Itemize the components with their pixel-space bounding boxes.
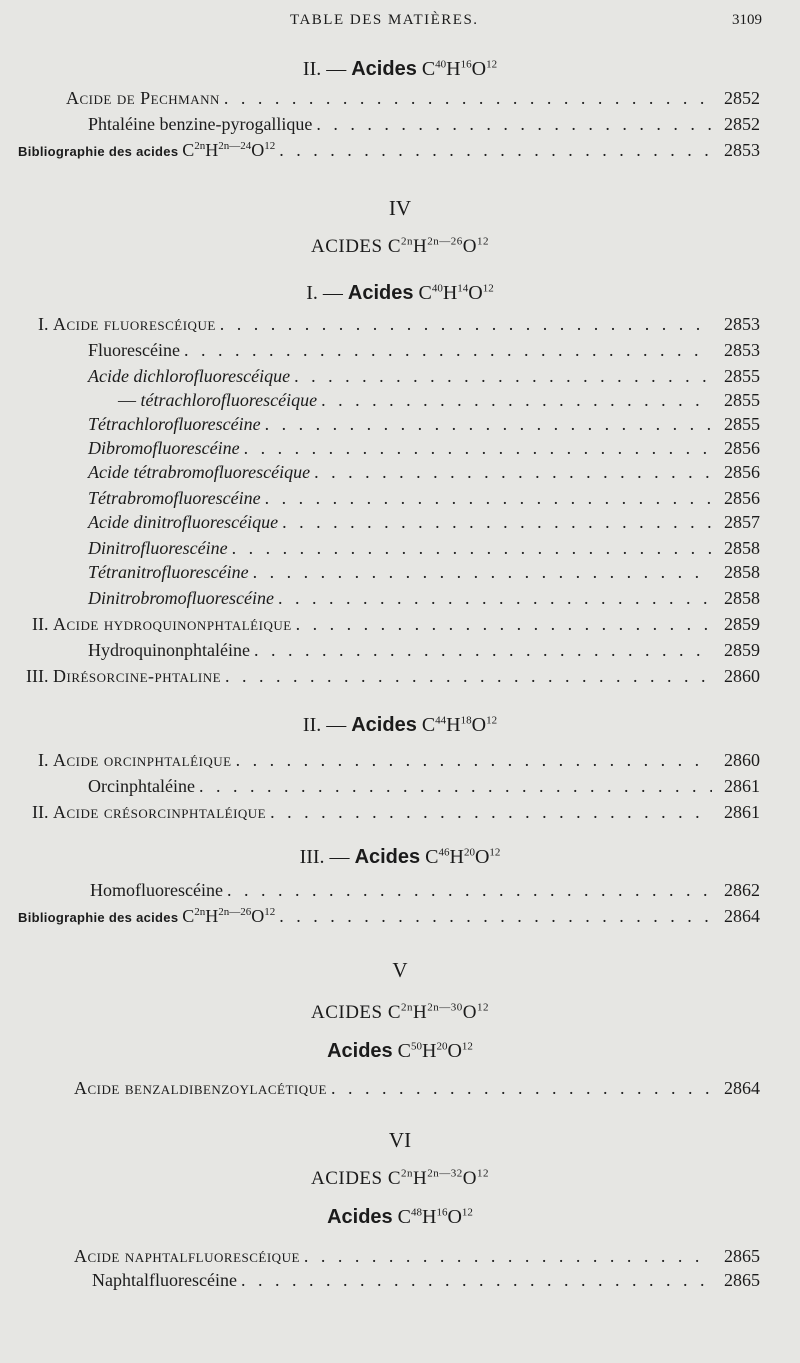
formula-element: H [413, 1168, 428, 1189]
section-heading [0, 1040, 800, 1063]
section-heading [0, 714, 800, 737]
formula-exponent: 2n [194, 140, 206, 152]
entry-page-number: 2864 [724, 906, 760, 926]
chapter-word: ACIDES [310, 1002, 388, 1023]
toc-entry [92, 1270, 760, 1294]
dot-leader [236, 750, 712, 771]
dot-leader [270, 802, 712, 823]
formula-element: H [446, 714, 461, 736]
formula-exponent: 2n—30 [427, 1001, 463, 1014]
chapter-title [0, 1168, 800, 1190]
entry-text: Acide benzaldibenzoylacétique [74, 1078, 327, 1098]
formula-element: H [442, 282, 458, 304]
formula-element: O [447, 1040, 462, 1062]
entry-label [90, 880, 223, 901]
formula-exponent: 20 [436, 1040, 448, 1053]
entry-page-number: 2858 [724, 588, 760, 608]
dot-leader [321, 390, 712, 411]
formula-exponent: 2n—32 [427, 1167, 463, 1180]
entry-label [88, 414, 261, 435]
entry-page-number: 2852 [724, 88, 760, 108]
entry-text: Fluorescéine [88, 340, 180, 360]
entry-label [18, 906, 275, 927]
entry-text: Acide hydroquinonphtaléique [53, 614, 292, 634]
formula-exponent: 20 [463, 846, 475, 859]
formula-exponent: 50 [411, 1040, 423, 1053]
dot-leader [282, 512, 712, 533]
entry-text: Acide naphtalfluorescéique [74, 1246, 300, 1266]
chapter-numeral: V [392, 958, 408, 982]
entry-label [38, 314, 216, 335]
entry-text: Acide dichlorofluorescéique [88, 366, 291, 386]
dot-leader [294, 366, 712, 387]
toc-entry [118, 390, 760, 414]
formula-exponent: 40 [435, 58, 447, 71]
entry-text: O [251, 140, 265, 160]
entry-page-number: 2865 [724, 1246, 760, 1266]
entry-page-number: 2856 [724, 462, 760, 482]
formula-element: C [387, 1002, 402, 1023]
section-word: Acides [347, 282, 414, 304]
toc-entry [90, 880, 760, 904]
toc-entry [88, 776, 760, 800]
formula-exponent: 12 [477, 1167, 490, 1180]
entry-label [32, 614, 292, 635]
formula-element: C [387, 236, 402, 257]
toc-entry [88, 114, 760, 138]
toc-entry [32, 614, 760, 638]
section-word: Acides [327, 1206, 393, 1228]
entry-page-number: 2860 [724, 750, 760, 770]
entry-text: H [205, 906, 219, 926]
entry-label [88, 340, 180, 361]
entry-text: Bibliographie des acides [18, 144, 183, 159]
entry-label [88, 512, 278, 533]
toc-entry [88, 366, 760, 390]
formula-exponent: 12 [477, 1001, 490, 1014]
entry-text: O [251, 906, 265, 926]
entry-text: Bibliographie des acides [18, 910, 183, 925]
section-word: Acides [351, 714, 417, 736]
entry-text: Acide de Pechmann [66, 88, 220, 108]
formula-element: O [468, 282, 483, 304]
entry-page-number: 2859 [724, 614, 760, 634]
section-number: II. — [302, 58, 352, 80]
dot-leader [184, 340, 712, 361]
entry-text: Orcinphtaléine [88, 776, 195, 796]
dot-leader [225, 666, 712, 687]
dot-leader [232, 538, 712, 559]
entry-label [118, 390, 317, 411]
dot-leader [227, 880, 712, 901]
formula-exponent: 16 [460, 58, 472, 71]
entry-page-number: 2861 [724, 802, 760, 822]
chapter-title [0, 1002, 800, 1024]
entry-label [88, 776, 195, 797]
formula-exponent: 2n—26 [427, 235, 463, 248]
dot-leader [279, 140, 712, 161]
entry-label [74, 1246, 300, 1267]
toc-entry [18, 906, 760, 930]
entry-text: Acide fluorescéique [53, 314, 216, 334]
entry-page-number: 2855 [724, 414, 760, 434]
page-number: 3109 [732, 12, 762, 28]
entry-label [18, 140, 275, 161]
entry-page-number: 2855 [724, 390, 760, 410]
toc-entry [26, 666, 760, 690]
entry-page-number: 2852 [724, 114, 760, 134]
entry-text: II. [32, 802, 53, 822]
entry-text: Acide crésorcinphtaléique [53, 802, 267, 822]
entry-page-number: 2857 [724, 512, 760, 532]
dot-leader [279, 906, 712, 927]
chapter-numeral: VI [388, 1128, 412, 1152]
entry-text: Naphtalfluorescéine [92, 1270, 237, 1290]
formula-exponent: 2n [401, 1001, 414, 1014]
toc-entry [74, 1246, 760, 1270]
toc-entry [88, 462, 760, 486]
dot-leader [265, 414, 712, 435]
entry-page-number: 2865 [724, 1270, 760, 1290]
entry-page-number: 2856 [724, 488, 760, 508]
formula-exponent: 18 [460, 714, 472, 727]
entry-text: — [118, 390, 141, 410]
formula-exponent: 2n [194, 906, 206, 918]
formula-exponent: 46 [438, 846, 450, 859]
formula-exponent: 44 [435, 714, 447, 727]
entry-page-number: 2853 [724, 340, 760, 360]
dot-leader [265, 488, 712, 509]
entry-page-number: 2864 [724, 1078, 760, 1098]
formula-element: H [446, 58, 461, 80]
formula-element: H [449, 846, 464, 868]
chapter-word: ACIDES [310, 1168, 388, 1189]
dot-leader [254, 640, 712, 661]
entry-page-number: 2858 [724, 538, 760, 558]
entry-page-number: 2853 [724, 314, 760, 334]
dot-leader [278, 588, 712, 609]
formula-element: O [462, 1002, 478, 1023]
entry-label [38, 750, 232, 771]
dot-leader [253, 562, 712, 583]
toc-entry [88, 438, 760, 462]
entry-label [88, 366, 290, 387]
formula-exponent: 40 [431, 282, 443, 295]
formula-element: C [397, 1040, 412, 1062]
formula-element: O [471, 714, 487, 736]
chapter-numeral: IV [388, 196, 412, 220]
formula-element: C [421, 714, 436, 736]
entry-text: tétrachlorofluorescéique [140, 390, 318, 410]
entry-text: Homofluorescéine [90, 880, 223, 900]
dot-leader [316, 114, 712, 135]
toc-entry [38, 314, 760, 338]
entry-text: Acide dinitrofluorescéique [88, 512, 279, 532]
formula-exponent: 14 [457, 282, 469, 295]
formula-exponent: 12 [264, 140, 276, 152]
entry-text: Dinitrofluorescéine [88, 538, 228, 558]
entry-page-number: 2853 [724, 140, 760, 160]
entry-text: Phtaléine benzine-pyrogallique [88, 114, 313, 134]
formula-element: O [447, 1206, 462, 1228]
entry-page-number: 2861 [724, 776, 760, 796]
entry-text: Acide orcinphtaléique [53, 750, 232, 770]
formula-element: H [422, 1206, 437, 1228]
formula-element: C [387, 1168, 402, 1189]
entry-label [88, 562, 249, 583]
dot-leader [296, 614, 712, 635]
entry-label [88, 588, 274, 609]
dot-leader [304, 1246, 712, 1267]
formula-exponent: 48 [411, 1206, 423, 1219]
entry-text: I. [38, 314, 53, 334]
formula-element: C [397, 1206, 412, 1228]
formula-exponent: 12 [489, 846, 501, 859]
formula-exponent: 2n [401, 1167, 414, 1180]
entry-text: Tétrachlorofluorescéine [88, 414, 261, 434]
formula-exponent: 2n [401, 235, 414, 248]
section-heading [0, 58, 800, 81]
formula-element: O [471, 58, 487, 80]
section-heading [0, 846, 800, 869]
formula-element: O [474, 846, 490, 868]
section-number: I. — [306, 282, 348, 304]
toc-entry [66, 88, 760, 112]
toc-entry [88, 512, 760, 536]
entry-label [88, 640, 250, 661]
section-number: II. — [302, 714, 352, 736]
toc-entry [88, 640, 760, 664]
formula-exponent: 12 [461, 1040, 473, 1053]
entry-label [88, 488, 261, 509]
entry-text: Dibromofluorescéine [88, 438, 240, 458]
toc-entry [88, 588, 760, 612]
formula-exponent: 12 [482, 282, 494, 295]
toc-entry [88, 340, 760, 364]
dot-leader [331, 1078, 712, 1099]
entry-text: Tétranitrofluorescéine [88, 562, 249, 582]
entry-label [32, 802, 266, 823]
entry-page-number: 2856 [724, 438, 760, 458]
entry-label [92, 1270, 237, 1291]
section-word: Acides [354, 846, 421, 868]
formula-element: H [413, 1002, 428, 1023]
dot-leader [224, 88, 712, 109]
formula-exponent: 12 [486, 714, 498, 727]
entry-page-number: 2855 [724, 366, 760, 386]
formula-exponent: 16 [436, 1206, 448, 1219]
formula-element: H [413, 236, 428, 257]
entry-text: H [205, 140, 219, 160]
dot-leader [220, 314, 712, 335]
entry-text: I. [38, 750, 53, 770]
entry-text: III. [26, 666, 53, 686]
dot-leader [241, 1270, 712, 1291]
entry-text: Tétrabromofluorescéine [88, 488, 261, 508]
toc-entry [32, 802, 760, 826]
entry-label [66, 88, 220, 109]
formula-exponent: 12 [264, 906, 276, 918]
toc-entry [18, 140, 760, 164]
toc-entry [74, 1078, 760, 1102]
entry-text: Hydroquinonphtaléine [88, 640, 250, 660]
formula-exponent: 2n—26 [218, 906, 252, 918]
entry-page-number: 2860 [724, 666, 760, 686]
toc-entry [88, 562, 760, 586]
formula-exponent: 12 [486, 58, 498, 71]
entry-label [88, 438, 240, 459]
entry-text: C [182, 140, 195, 160]
section-heading [0, 282, 800, 305]
toc-entry [88, 488, 760, 512]
section-word: Acides [351, 58, 417, 80]
dot-leader [199, 776, 712, 797]
entry-page-number: 2858 [724, 562, 760, 582]
entry-label [74, 1078, 327, 1099]
formula-element: C [418, 282, 432, 304]
formula-element: C [421, 58, 436, 80]
dot-leader [244, 438, 712, 459]
chapter-title [0, 236, 800, 258]
entry-label [26, 666, 221, 687]
entry-text: II. [32, 614, 53, 634]
dot-leader [314, 462, 712, 483]
formula-element: O [462, 236, 478, 257]
formula-element: O [462, 1168, 478, 1189]
formula-exponent: 12 [477, 235, 490, 248]
formula-element: H [422, 1040, 437, 1062]
entry-page-number: 2859 [724, 640, 760, 660]
formula-exponent: 2n—24 [218, 140, 252, 152]
entry-text: Dinitrobromofluorescéine [88, 588, 274, 608]
section-heading [0, 1206, 800, 1229]
entry-label [88, 538, 228, 559]
formula-exponent: 12 [461, 1206, 473, 1219]
entry-label [88, 114, 312, 135]
entry-text: C [182, 906, 195, 926]
formula-element: C [425, 846, 439, 868]
running-header-title: TABLE DES MATIÈRES. [290, 12, 479, 28]
toc-entry [88, 538, 760, 562]
entry-text: Dirésorcine-phtaline [52, 666, 222, 686]
chapter-word: ACIDES [310, 236, 388, 257]
toc-entry [88, 414, 760, 438]
entry-label [88, 462, 310, 483]
section-number: III. — [299, 846, 355, 868]
entry-text: Acide tétrabromofluorescéique [88, 462, 311, 482]
toc-entry [38, 750, 760, 774]
section-word: Acides [327, 1040, 393, 1062]
entry-page-number: 2862 [724, 880, 760, 900]
